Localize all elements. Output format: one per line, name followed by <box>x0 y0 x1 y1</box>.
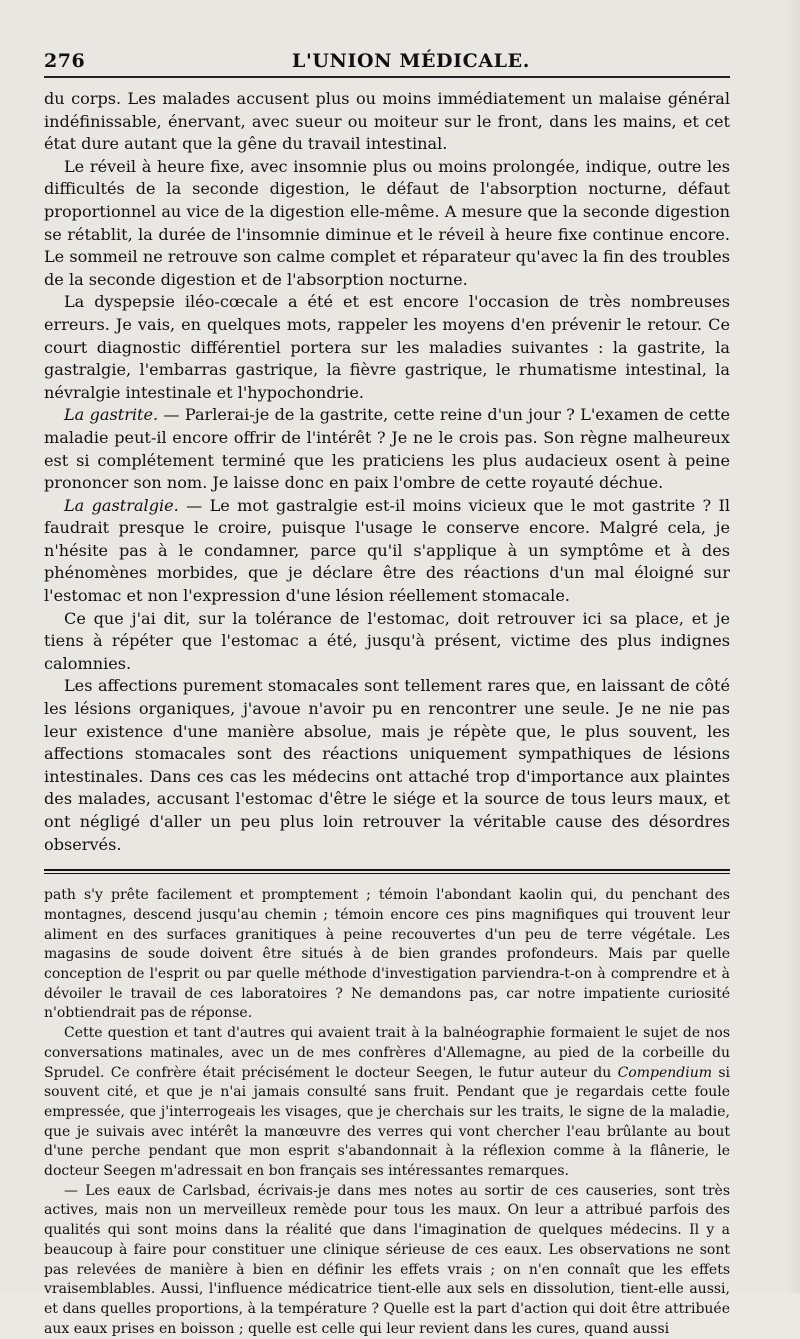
paragraph <box>44 291 730 404</box>
main-article <box>44 88 730 856</box>
feuilleton-divider <box>44 869 730 874</box>
paragraph <box>44 608 730 676</box>
paragraph <box>44 88 730 156</box>
paragraph-text: La dyspepsie iléo-cœcale a été et est encore l'occasion de très nombreuses erreurs. Je vais, en quelques mots, rappeler les moyens d'en prévenir le retour. Ce court diagnostic différentiel portera sur les maladies suivantes : la gastrite, la gastralgie, l'embarras gastrique, la fièvre gastrique, le rhumatisme intestinal, la névralgie intestinale et l'hypochondrie. <box>44 292 730 402</box>
feuilleton-paragraph <box>44 886 730 1024</box>
paragraph-text: — Parlerai-je de la gastrite, cette reine d'un jour ? L'examen de cette maladie peut-il encore offrir de l'intérêt ? Je ne le crois pas. Son règne malheureux est si complétement terminé que les praticiens les plus audacieux osent à peine prononcer son nom. Je laisse donc en paix l'ombre de cette royauté déchue. <box>44 405 730 493</box>
paragraph-text: si souvent cité, et que je n'ai jamais consulté sans fruit. Pendant que je regardais cette foule empressée, que j'interrogeais les visages, que je cherchais sur les traits, le signe de la maladie, que je suivais avec intérêt la manœuvre des verres qui vont chercher l'eau brûlante au bout d'une perche pendant que mon esprit s'abandonnait à la réflexion comme à la flânerie, le docteur Seegen m'adressait en bon français ses intéressantes remarques. <box>44 1064 730 1180</box>
section-heading: La gastralgie. <box>64 495 179 515</box>
paragraph-text: du corps. Les malades accusent plus ou moins immédiatement un malaise général indéfinissable, énervant, avec sueur ou moiteur sur le front, dans les mains, et cet état dure autant que la gêne du travail intestinal. <box>44 89 730 154</box>
section-gastralgie <box>44 495 730 608</box>
paragraph-text: path s'y prête facilement et promptement ; témoin l'abondant kaolin qui, du penchant des montagnes, descend jusqu'au chemin ; témoin encore ces pins magnifiques qui trouvent leur aliment en des surfaces granitiques à peine recouvertes d'un peu de terre végétale. Les magasins de soude doivent être situés à de bien grandes profondeurs. Mais par quelle conception de l'esprit ou par quelle méthode d'investigation parviendra-t-on à comprendre et à dévoiler le travail de ces laboratoires ? Ne demandons pas, car notre impatiente curiosité n'obtiendrait pas de réponse. <box>44 887 730 1022</box>
feuilleton-paragraph <box>44 1182 730 1339</box>
header-rule <box>44 76 730 78</box>
running-title: L'UNION MÉDICALE. <box>292 50 530 72</box>
paragraph-text: — Le mot gastralgie est-il moins vicieux que le mot gastrite ? Il faudrait presque le croire, puisque l'usage le conserve encore. Malgré cela, je n'hésite pas à le condamner, parce qu'il s'applique à un symptôme et à des phénomènes morbides, que je déclare être des réactions d'un mal éloigné sur l'estomac et non l'expression d'une lésion réellement stomacale. <box>44 495 730 606</box>
paragraph-text: — Les eaux de Carlsbad, écrivais-je dans mes notes au sortir de ces causeries, sont très actives, mais non un merveilleux remède pour tous les maux. On leur a attribué parfois des qualités qui sont moins dans la réalité que dans l'imagination de quelques médecins. Il y a beaucoup à faire pour constituer une clinique sérieuse de ces eaux. Les observations ne sont pas relevées de manière à bien en définir les effets vrais ; on n'en connaît que les effets vraisemblables. Aussi, l'influence médicatrice tient-elle aux sels en dissolution, tient-elle aussi, et dans quelles proportions, à la température ? Quelle est la part d'action qui doit être attribuée aux eaux prises en boisson ; quelle est celle qui leur revient dans les cures, quand aussi <box>44 1182 730 1337</box>
page-header <box>44 42 730 78</box>
paragraph <box>44 675 730 856</box>
paragraph-text: Les affections purement stomacales sont tellement rares que, en laissant de côté les lésions organiques, j'avoue n'avoir pu en rencontrer une seule. Je ne nie pas leur existence d'une manière absolue, mais je répète que, le plus souvent, les affections stomacales sont des réactions uniquement sympathiques de lésions intestinales. Dans ces cas les médecins ont attaché trop d'importance aux plaintes des malades, accusant l'estomac d'être le siége et la source de tous leurs maux, et ont négligé d'aller un peu plus loin retrouver la véritable cause des désordres observés. <box>44 676 730 854</box>
page-number: 276 <box>44 50 86 72</box>
book-title: Compendium <box>617 1064 713 1081</box>
section-heading: La gastrite. <box>64 405 159 425</box>
paragraph <box>44 156 730 292</box>
paragraph-text: Ce que j'ai dit, sur la tolérance de l'estomac, doit retrouver ici sa place, et je tiens à répéter que l'estomac a été, jusqu'à présent, victime des plus indignes calomnies. <box>44 608 730 673</box>
paragraph-text: Cette question et tant d'autres qui avaient trait à la balnéographie formaient le sujet de nos conversations matinales, avec un de mes confrères d'Allemagne, au pied de la corbeille du Sprudel. Ce confrère était précisément le docteur Seegen, le futur auteur du <box>44 1025 730 1081</box>
feuilleton-section <box>44 886 730 1339</box>
section-gastrite <box>44 404 730 494</box>
paragraph-text: Le réveil à heure fixe, avec insomnie plus ou moins prolongée, indique, outre les difficultés de la seconde digestion, le défaut de l'absorption nocturne, défaut proportionnel au vice de la digestion elle-même. A mesure que la seconde digestion se rétablit, la durée de l'insomnie diminue et le réveil à heure fixe continue encore. Le sommeil ne retrouve son calme complet et réparateur qu'avec la fin des troubles de la seconde digestion et de l'absorption nocturne. <box>44 156 730 289</box>
feuilleton-paragraph <box>44 1024 730 1182</box>
